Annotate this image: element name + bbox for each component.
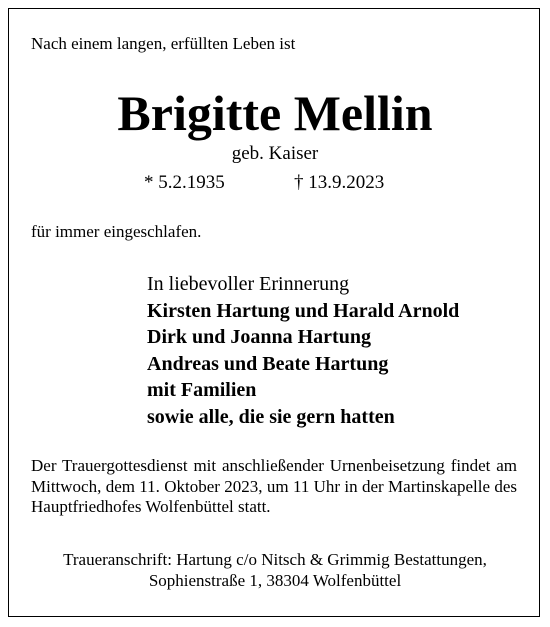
mourner-line: mit Familien: [147, 379, 257, 401]
intro-text: Nach einem langen, erfüllten Leben ist: [31, 34, 296, 53]
outro-text: für immer eingeschlafen.: [31, 222, 202, 241]
mourners-lead: In liebevoller Erinnerung: [147, 273, 350, 295]
mourner-line: Kirsten Hartung und Harald Arnold: [147, 299, 460, 322]
address-line: Traueranschrift: Hartung c/o Nitsch & Grimmig Bestattungen,: [63, 550, 487, 569]
mourner-line: Dirk und Joanna Hartung: [147, 326, 371, 348]
mourning-address: [0, 549, 550, 591]
mourner-line: sowie alle, die sie gern hatten: [147, 405, 395, 428]
birth-name: geb. Kaiser: [231, 143, 319, 164]
death-date: † 13.9.2023: [294, 172, 385, 193]
deceased-name: Brigitte Mellin: [117, 85, 433, 141]
birth-date: * 5.2.1935: [144, 172, 225, 193]
mourners-block: [147, 271, 459, 430]
service-paragraph: Der Trauergottesdienst mit anschließender Urnenbeisetzung findet am Mittwoch, dem 11. Oktober 2023, um 11 Uhr in der Martinskapelle des Hauptfriedhofes Wolfenbüttel statt.: [31, 456, 517, 516]
mourner-line: Andreas und Beate Hartung: [147, 352, 389, 375]
address-line: Sophienstraße 1, 38304 Wolfenbüttel: [148, 571, 402, 590]
